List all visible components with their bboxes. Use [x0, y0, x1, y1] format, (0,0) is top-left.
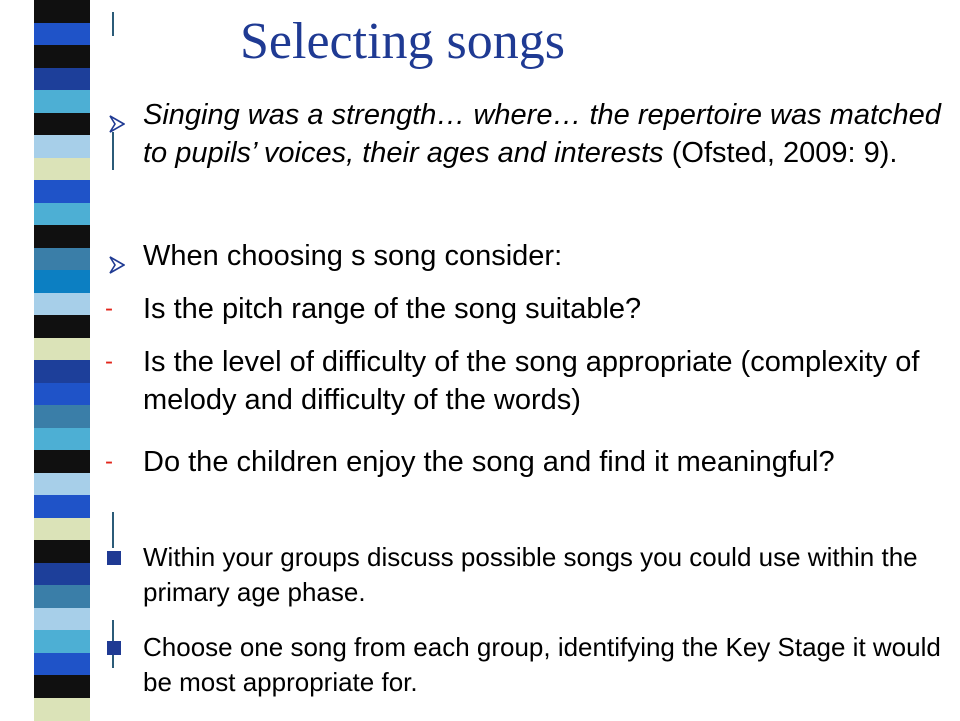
consideration-item — [105, 290, 955, 328]
stripe-segment — [34, 563, 90, 586]
stripe-segment — [34, 270, 90, 293]
stripe-segment — [34, 360, 90, 383]
stripe-segment — [34, 405, 90, 428]
stripe-segment — [34, 113, 90, 136]
stripe-segment — [34, 540, 90, 563]
stripe-segment — [34, 90, 90, 113]
consideration-item — [105, 443, 955, 481]
stripe-segment — [34, 630, 90, 653]
task-text: Within your groups discuss possible songs you could use within the primary age phase. — [143, 542, 918, 607]
consideration-text: Is the pitch range of the song suitable? — [143, 293, 642, 325]
stripe-segment — [34, 315, 90, 338]
stripe-segment — [34, 248, 90, 271]
consider-intro-text: When choosing s song consider: — [143, 240, 563, 272]
stripe-segment — [34, 675, 90, 698]
consideration-text: Do the children enjoy the song and find it meaningful? — [143, 446, 835, 478]
stripe-segment — [34, 495, 90, 518]
decorative-stripe — [34, 0, 90, 720]
stripe-segment — [34, 698, 90, 721]
stripe-segment — [34, 23, 90, 46]
consider-intro-bullet — [143, 237, 955, 275]
stripe-segment — [34, 135, 90, 158]
stripe-segment — [34, 450, 90, 473]
stripe-segment — [34, 68, 90, 91]
stripe-segment — [34, 653, 90, 676]
stripe-segment — [34, 180, 90, 203]
arrow-bullet-icon — [109, 246, 125, 284]
square-bullet-icon — [107, 641, 121, 655]
task-text: Choose one song from each group, identifying the Key Stage it would be most appropriate for. — [143, 632, 941, 697]
stripe-segment — [34, 225, 90, 248]
quote-citation: (Ofsted, 2009: 9). — [663, 137, 898, 169]
divider-tick — [112, 512, 114, 548]
dash-bullet-icon: - — [105, 348, 113, 375]
quote-text: Singing was a strength… where… the repertoire was matched to pupils’ voices, their ages and interests — [143, 99, 941, 169]
stripe-segment — [34, 338, 90, 361]
dash-bullet-icon: - — [105, 295, 113, 322]
task-item — [143, 630, 955, 700]
stripe-segment — [34, 608, 90, 631]
slide-title: Selecting songs — [240, 13, 565, 70]
consideration-item — [105, 343, 955, 419]
consideration-text: Is the level of difficulty of the song appropriate (complexity of melody and difficulty of the words) — [143, 346, 920, 416]
stripe-segment — [34, 383, 90, 406]
quote-bullet — [143, 96, 955, 172]
arrow-bullet-icon — [109, 105, 125, 143]
stripe-segment — [34, 293, 90, 316]
stripe-segment — [34, 473, 90, 496]
stripe-segment — [34, 518, 90, 541]
stripe-segment — [34, 428, 90, 451]
stripe-segment — [34, 585, 90, 608]
stripe-segment — [34, 158, 90, 181]
divider-tick — [112, 12, 114, 36]
stripe-segment — [34, 0, 90, 23]
dash-bullet-icon: - — [105, 448, 113, 475]
task-item — [143, 540, 955, 610]
stripe-segment — [34, 45, 90, 68]
stripe-segment — [34, 203, 90, 226]
square-bullet-icon — [107, 551, 121, 565]
